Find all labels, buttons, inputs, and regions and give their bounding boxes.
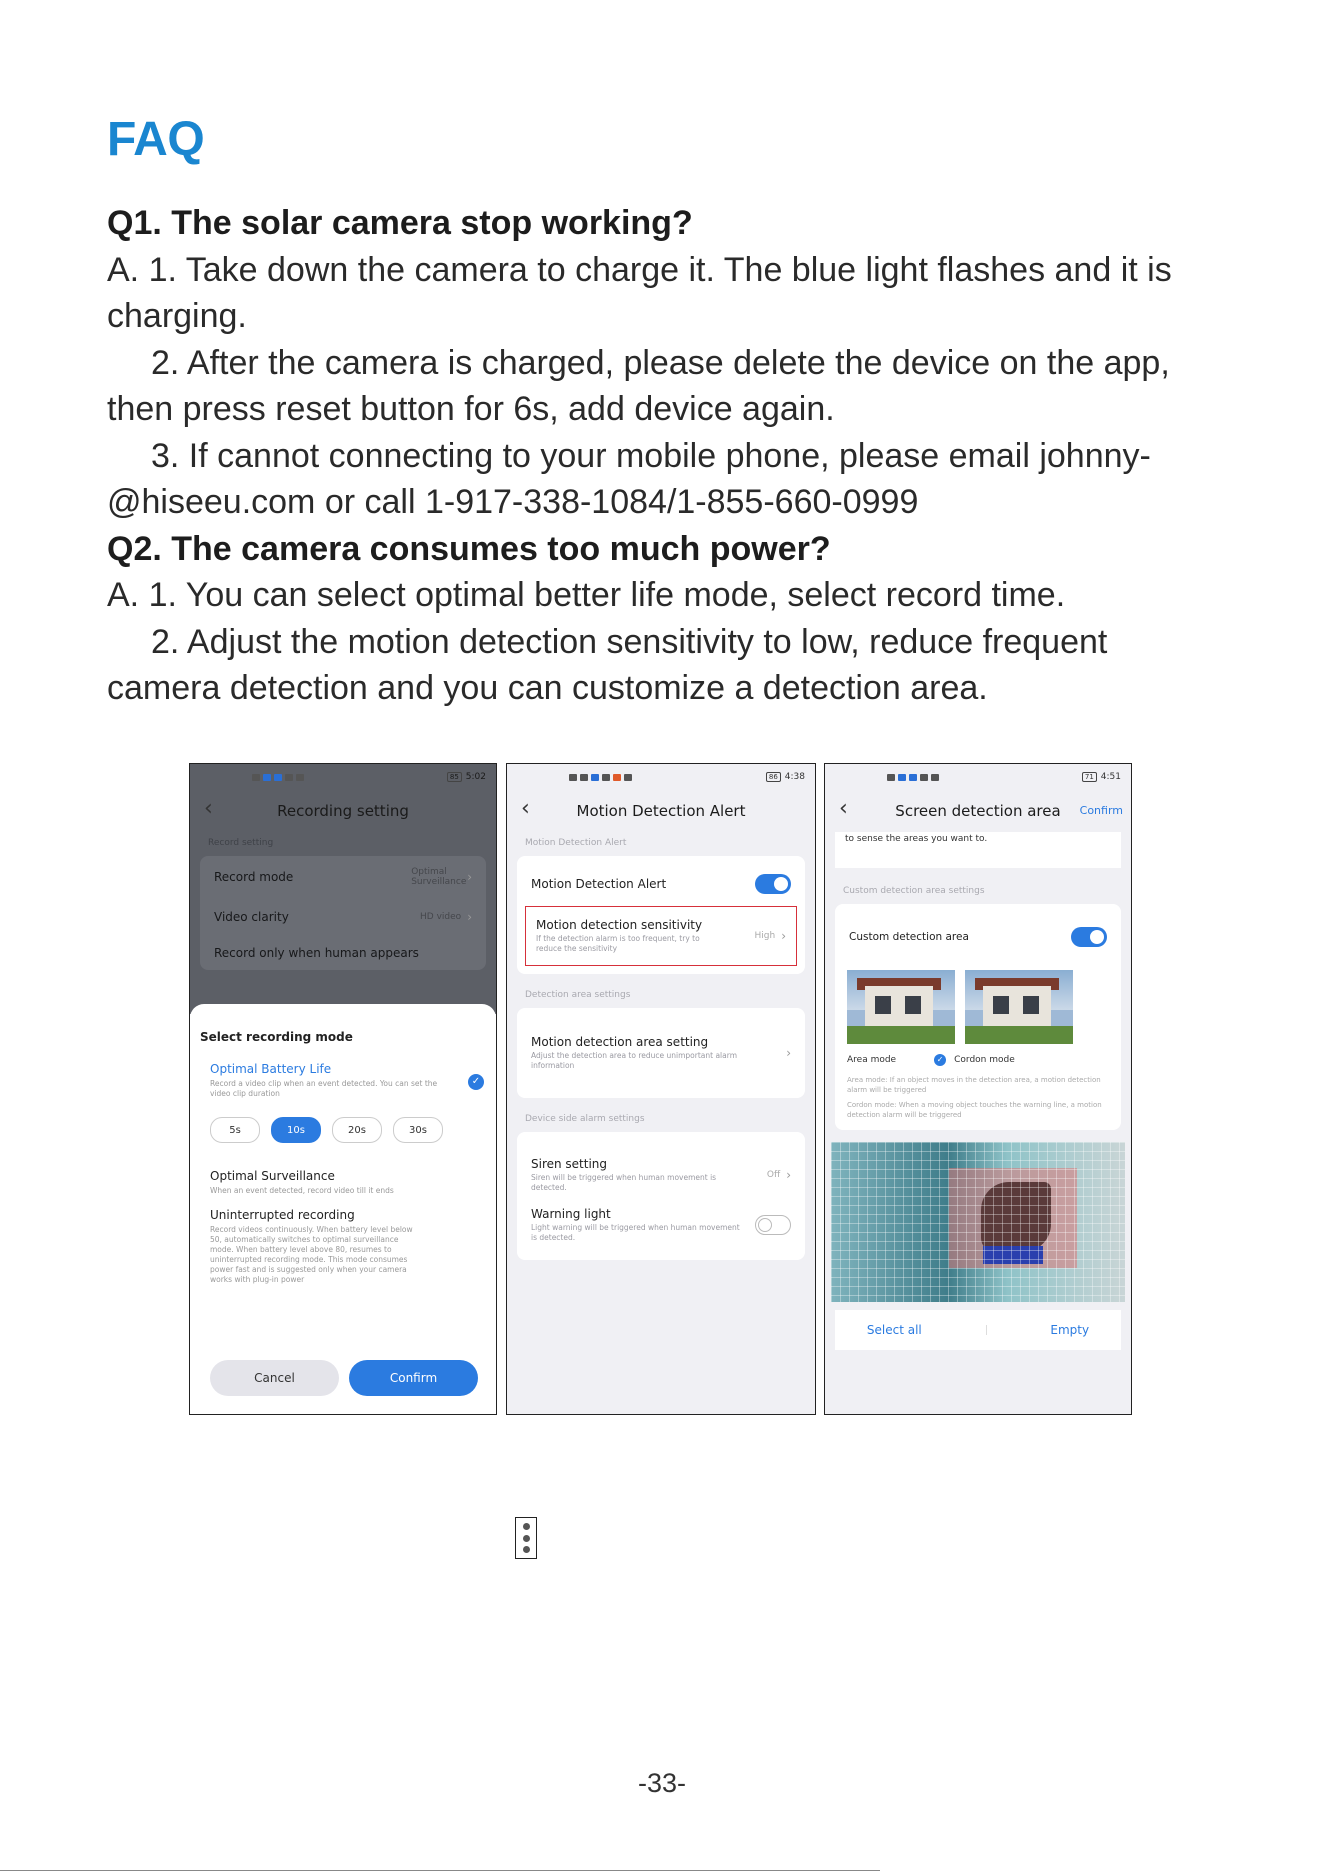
cordon-mode-desc: Cordon mode: When a moving object touches the warning line, a motion detection alarm will be triggered xyxy=(847,1101,1102,1119)
row-value-text: HD video xyxy=(420,912,462,922)
option-desc: When an event detected, record video till it ends xyxy=(210,1186,394,1195)
app-icon xyxy=(909,774,917,781)
sheet-buttons xyxy=(210,1360,478,1396)
app-icon xyxy=(285,774,293,781)
recording-setting-screenshot xyxy=(189,763,497,1415)
chevron-right-icon: › xyxy=(467,870,472,884)
alarm-card xyxy=(517,1132,805,1260)
row-title: Video clarity xyxy=(214,910,289,924)
chevron-right-icon: › xyxy=(786,1046,791,1060)
alert-toggle[interactable] xyxy=(755,874,791,894)
back-chevron-icon[interactable]: ‹ xyxy=(521,796,530,821)
status-right xyxy=(1082,772,1121,782)
area-mode-image[interactable] xyxy=(847,970,955,1044)
camera-preview[interactable] xyxy=(831,1142,1125,1302)
row-value-text: High xyxy=(754,931,776,941)
cordon-mode-image[interactable] xyxy=(965,970,1073,1044)
settings-card xyxy=(200,856,486,970)
duration-pill-selected[interactable]: 10s xyxy=(271,1117,321,1143)
q1-question: Q1. The solar camera stop working? xyxy=(107,204,693,242)
row-value xyxy=(420,910,472,924)
row-value xyxy=(755,929,787,943)
row-title: Warning light xyxy=(531,1207,611,1221)
status-bar xyxy=(825,764,1131,790)
row-title: Custom detection area xyxy=(849,931,969,943)
check-icon: ✓ xyxy=(934,1054,946,1066)
select-all-button[interactable]: Select all xyxy=(866,1323,922,1337)
row-title: Motion detection sensitivity xyxy=(536,918,703,932)
q1-answer-3b: @hiseeu.com or call 1-917-338-1084/1-855-660-0999 xyxy=(107,483,919,521)
section-label: Motion Detection Alert xyxy=(525,838,627,848)
app-icon xyxy=(920,774,928,781)
section-label: Custom detection area settings xyxy=(843,886,985,896)
app-icon xyxy=(613,774,621,781)
detection-grid[interactable] xyxy=(831,1142,1125,1302)
chevron-right-icon: › xyxy=(781,929,786,943)
option-title: Uninterrupted recording xyxy=(210,1208,355,1222)
q2-answer-2b: camera detection and you can customize a detection area. xyxy=(107,669,988,707)
q1-answer-1b: charging. xyxy=(107,297,247,335)
warning-light-row xyxy=(517,1200,805,1250)
page-title: FAQ xyxy=(107,113,205,166)
option-desc: Record videos continuously. When battery level below 50, automatically switches to optimal surveillance mode. When battery level above 80, resumes to uninterrupted recording mode. This mode consumes power fast and is suggested only when your camera works with plug-in power xyxy=(210,1225,413,1284)
q1-answer-2a: 2. After the camera is charged, please delete the device on the app, xyxy=(151,343,1170,382)
siren-row[interactable] xyxy=(517,1150,805,1200)
cordon-mode-label[interactable]: Cordon mode xyxy=(954,1055,1015,1065)
row-value xyxy=(767,1168,791,1182)
row-title: Record mode xyxy=(214,870,294,884)
dimmed-background xyxy=(190,764,496,1014)
custom-area-card xyxy=(835,904,1121,1130)
area-row[interactable] xyxy=(517,1008,805,1098)
confirm-link[interactable]: Confirm xyxy=(1079,804,1123,817)
chevron-right-icon: › xyxy=(467,910,472,924)
row-desc: Siren will be triggered when human movement is detected. xyxy=(531,1173,717,1192)
nav-bar xyxy=(825,790,1131,832)
nav-bar xyxy=(190,790,496,832)
area-mode-label[interactable]: Area mode xyxy=(847,1055,897,1065)
row-title: Siren setting xyxy=(531,1157,608,1171)
row-text xyxy=(531,1035,771,1071)
row-title: Motion detection area setting xyxy=(531,1035,709,1049)
warning-light-toggle[interactable] xyxy=(755,1215,791,1235)
alert-card xyxy=(517,856,805,974)
empty-button[interactable]: Empty xyxy=(1050,1323,1090,1337)
row-value xyxy=(411,867,472,887)
section-label: Device side alarm settings xyxy=(525,1114,645,1124)
q2-answer-1: A. 1. You can select optimal better life mode, select record time. xyxy=(107,576,1066,614)
status-bar xyxy=(190,764,496,790)
q2-answer-2a: 2. Adjust the motion detection sensitivity to low, reduce frequent xyxy=(151,622,1108,661)
row-title: Motion Detection Alert xyxy=(531,877,667,891)
sensitivity-row[interactable] xyxy=(526,907,796,965)
screen-title: Screen detection area xyxy=(895,802,1061,820)
faq-content xyxy=(107,200,1227,712)
app-icon xyxy=(274,774,282,781)
app-icon xyxy=(931,774,939,781)
recording-mode-sheet xyxy=(190,1004,496,1415)
q1-answer-3a: 3. If cannot connecting to your mobile phone, please email johnny- xyxy=(151,436,1151,475)
app-icon xyxy=(624,774,632,781)
area-controls xyxy=(835,1310,1121,1350)
option-surveillance[interactable] xyxy=(190,1161,496,1200)
row-title: Record only when human appears xyxy=(214,946,419,960)
divider xyxy=(986,1325,987,1335)
chevron-right-icon: › xyxy=(786,1168,791,1182)
custom-area-toggle[interactable] xyxy=(1071,927,1107,947)
q1-answer-1a: A. 1. Take down the camera to charge it. The blue light flashes and it is xyxy=(107,250,1172,289)
custom-area-row xyxy=(835,904,1121,970)
row-value-text: Optimal Surveillance xyxy=(411,867,467,887)
human-only-row[interactable] xyxy=(200,936,486,970)
q1-answer-2b: then press reset button for 6s, add device again. xyxy=(107,390,835,428)
signal-icon xyxy=(252,774,260,781)
cancel-button[interactable]: Cancel xyxy=(210,1360,339,1396)
highlight-box xyxy=(525,906,797,966)
section-label: Record setting xyxy=(208,838,274,848)
row-desc: If the detection alarm is too frequent, try to reduce the sensitivity xyxy=(536,934,700,953)
option-uninterrupted[interactable] xyxy=(190,1200,496,1289)
confirm-button[interactable]: Confirm xyxy=(349,1360,478,1396)
intro-card: to sense the areas you want to. xyxy=(835,832,1121,868)
section-label: Detection area settings xyxy=(525,990,631,1000)
mode-labels xyxy=(835,1044,1121,1070)
option-battery-life[interactable] xyxy=(190,1054,496,1103)
area-card xyxy=(517,1008,805,1098)
duration-pill[interactable]: 20s xyxy=(332,1117,382,1143)
app-icon xyxy=(580,774,588,781)
app-icon xyxy=(602,774,610,781)
battery-icon: 86 xyxy=(766,772,781,782)
duration-pill[interactable]: 30s xyxy=(393,1117,443,1143)
app-icon xyxy=(263,774,271,781)
motion-alert-row xyxy=(517,862,805,906)
detection-area-screenshot xyxy=(824,763,1132,1415)
status-right xyxy=(447,772,486,782)
clock: 5:02 xyxy=(465,772,486,782)
battery-icon: 85 xyxy=(447,772,462,782)
signal-icon xyxy=(887,774,895,781)
nav-bar xyxy=(507,790,815,832)
status-bar xyxy=(507,764,815,790)
back-chevron-icon[interactable]: ‹ xyxy=(204,796,213,821)
back-chevron-icon[interactable]: ‹ xyxy=(839,796,848,821)
video-clarity-row[interactable] xyxy=(200,898,486,936)
status-right xyxy=(766,772,805,782)
battery-icon: 71 xyxy=(1082,772,1097,782)
row-text xyxy=(531,1207,741,1243)
screen-title: Recording setting xyxy=(277,802,409,820)
signal-icon xyxy=(569,774,577,781)
duration-pills xyxy=(190,1103,496,1161)
app-icon xyxy=(898,774,906,781)
option-title: Optimal Surveillance xyxy=(210,1169,335,1183)
app-icon xyxy=(591,774,599,781)
status-icons xyxy=(569,774,632,781)
clock: 4:51 xyxy=(1100,772,1121,782)
app-icon xyxy=(296,774,304,781)
page-number: -33- xyxy=(637,1768,686,1798)
row-desc: Light warning will be triggered when human movement is detected. xyxy=(531,1223,740,1242)
clock: 4:38 xyxy=(784,772,805,782)
motion-alert-screenshot xyxy=(506,763,816,1415)
area-mode-desc: Area mode: If an object moves in the detection area, a motion detection alarm will be triggered xyxy=(847,1076,1101,1094)
more-dots-icon xyxy=(515,1517,537,1559)
row-desc: Adjust the detection area to reduce unimportant alarm information xyxy=(531,1051,737,1070)
duration-pill[interactable]: 5s xyxy=(210,1117,260,1143)
row-text xyxy=(531,1157,751,1193)
screen-title: Motion Detection Alert xyxy=(576,802,746,820)
bottom-divider xyxy=(0,1870,880,1871)
q2-question: Q2. The camera consumes too much power? xyxy=(107,529,831,568)
row-value-text: Off xyxy=(766,1170,781,1180)
row-text xyxy=(536,918,726,954)
option-desc: Record a video clip when an event detected. You can set the video clip duration xyxy=(210,1079,438,1098)
record-mode-row[interactable] xyxy=(200,856,486,898)
mode-images xyxy=(835,970,1121,1044)
status-icons xyxy=(887,774,939,781)
check-icon: ✓ xyxy=(468,1074,484,1090)
option-title: Optimal Battery Life xyxy=(210,1062,332,1076)
status-icons xyxy=(252,774,304,781)
sheet-title: Select recording mode xyxy=(200,1030,353,1044)
